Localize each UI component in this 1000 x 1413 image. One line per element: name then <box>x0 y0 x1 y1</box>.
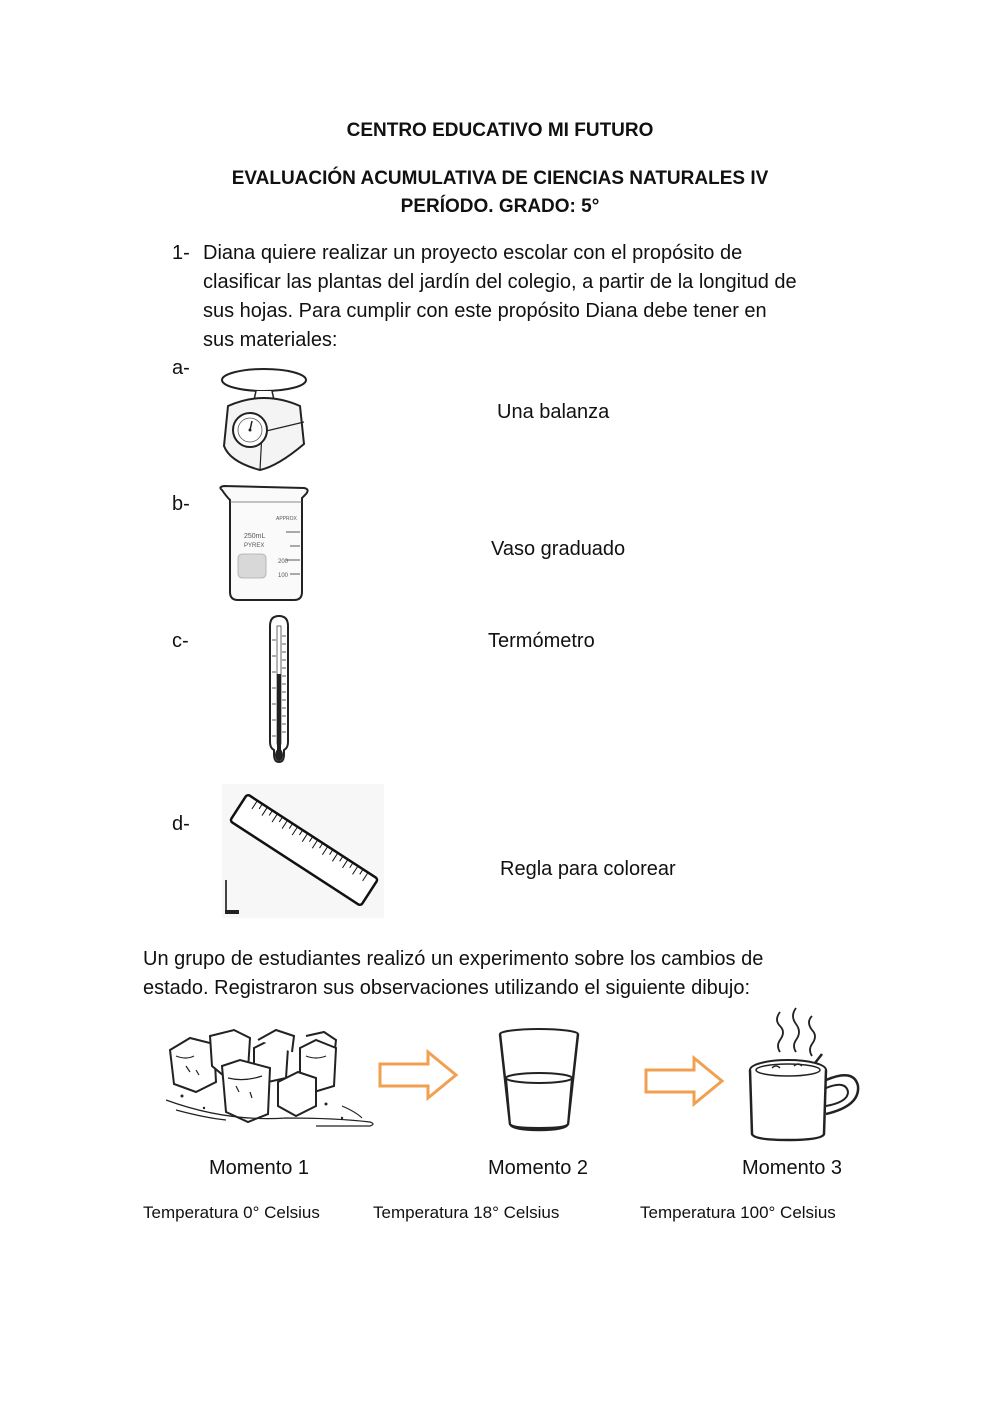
school-name: CENTRO EDUCATIVO MI FUTURO <box>346 120 654 141</box>
option-c-label: Termómetro <box>488 630 595 652</box>
question-line: sus hojas. Para cumplir con este propósito Diana debe tener en <box>203 300 767 322</box>
scale-icon <box>218 366 310 472</box>
beaker-mark-200: 200 <box>278 559 289 565</box>
moment-2-label: Momento 2 <box>488 1157 589 1179</box>
right-arrow-icon <box>378 1050 460 1100</box>
option-a-label: Una balanza <box>497 401 610 423</box>
right-arrow-icon <box>644 1056 726 1106</box>
moment-2-temperature: Temperatura 18° Celsius <box>373 1203 560 1222</box>
beaker-approx-text: APPROX <box>276 516 297 522</box>
moment-3-temperature: Temperatura 100° Celsius <box>640 1203 836 1222</box>
beaker-volume-text: 250mL <box>244 533 266 540</box>
exam-title-line1: EVALUACIÓN ACUMULATIVA DE CIENCIAS NATURALES IV <box>231 168 769 189</box>
experiment-line: estado. Registraron sus observaciones utilizando el siguiente dibujo: <box>143 977 751 999</box>
beaker-mark-100: 100 <box>278 573 289 579</box>
option-d-label: Regla para colorear <box>500 858 676 880</box>
hot-mug-icon <box>746 1006 862 1142</box>
option-a-letter: a- <box>172 357 190 379</box>
question-text <box>203 239 903 355</box>
option-c-letter: c- <box>172 630 189 652</box>
moment-1-label: Momento 1 <box>209 1157 310 1179</box>
question-number: 1- <box>172 242 190 264</box>
option-b-label: Vaso graduado <box>491 538 626 560</box>
ruler-icon <box>222 784 384 918</box>
experiment-text <box>143 945 883 1003</box>
water-glass-icon <box>498 1028 580 1132</box>
question-line: clasificar las plantas del jardín del colegio, a partir de la longitud de <box>203 271 797 293</box>
beaker-icon <box>214 484 314 602</box>
ice-cubes-icon <box>166 1026 378 1130</box>
experiment-line: Un grupo de estudiantes realizó un experimento sobre los cambios de <box>143 948 764 970</box>
exam-title-line2: PERÍODO. GRADO: 5° <box>400 196 600 217</box>
moment-1-temperature: Temperatura 0° Celsius <box>143 1203 320 1222</box>
question-line: Diana quiere realizar un proyecto escolar con el propósito de <box>203 242 743 264</box>
option-b-letter: b- <box>172 493 190 515</box>
moment-3-label: Momento 3 <box>742 1157 843 1179</box>
beaker-brand-text: PYREX <box>244 543 265 549</box>
question-line: sus materiales: <box>203 329 338 351</box>
option-d-letter: d- <box>172 813 190 835</box>
thermometer-icon <box>264 614 294 766</box>
